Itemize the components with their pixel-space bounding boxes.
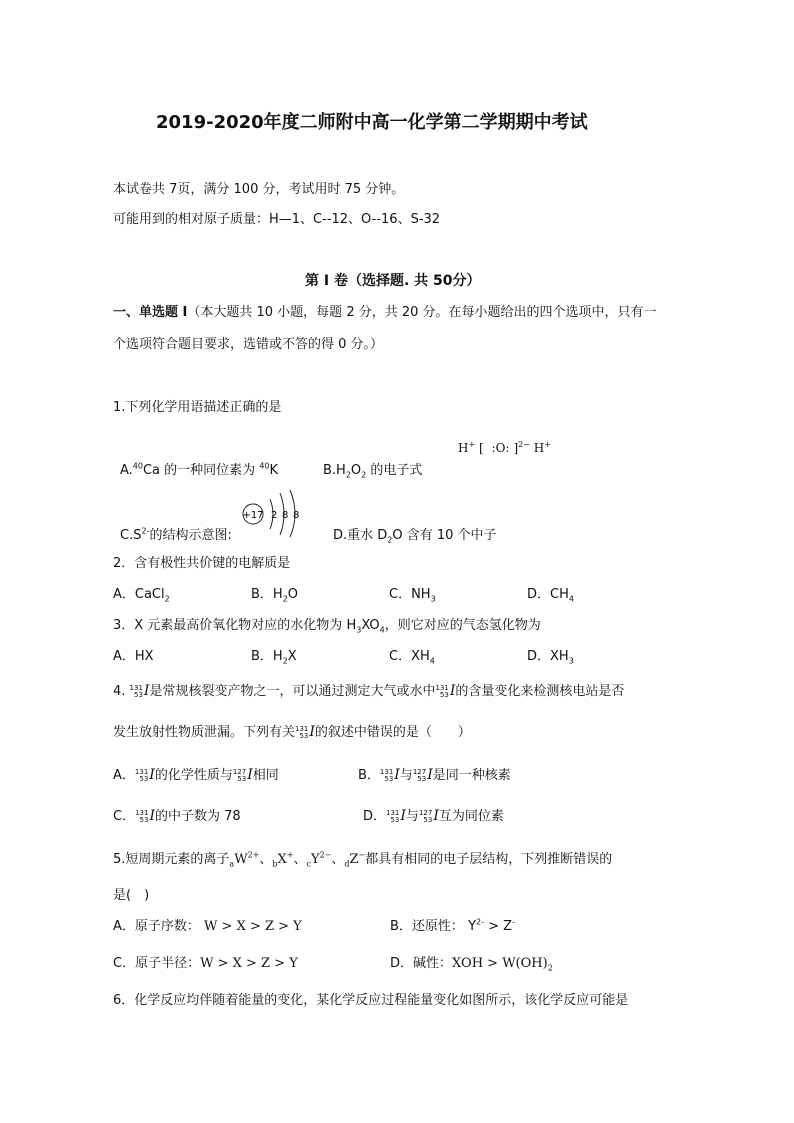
q1-a-sup2: 40 <box>259 461 270 471</box>
iso-symbol: I <box>143 683 150 699</box>
q5-c-label: C．原子半径： <box>113 956 201 971</box>
iso-symbol: I <box>433 808 439 824</box>
q2-b-end: O <box>287 587 299 602</box>
q4-a-end: 的化学性质与 <box>154 768 233 783</box>
q5-stem-line1 <box>113 848 612 869</box>
q4-d-mid: 与 <box>405 809 419 824</box>
atom-structure-diagram <box>240 487 306 537</box>
q5-b-y-charge: 2- <box>476 917 484 927</box>
iso-131 <box>386 810 399 824</box>
q5-option-c[interactable] <box>113 952 298 971</box>
q3-b-sub: 2 <box>282 656 288 666</box>
q5-d-label: D．碱性： <box>390 956 453 971</box>
q3-c-text: C．XH <box>389 649 430 664</box>
ion-x-symbol: X <box>277 852 287 867</box>
q3-b-text: B．H <box>251 649 283 664</box>
iso-z: 53 <box>417 774 427 783</box>
q2-option-b[interactable] <box>251 583 298 604</box>
formula-oxygen: :O: <box>491 441 510 455</box>
q3-stem-sub2: 4 <box>379 625 385 635</box>
ion-w-symbol: W <box>234 852 248 867</box>
q3-d-sub: 3 <box>568 656 574 666</box>
q2-c-sub: 3 <box>430 594 436 604</box>
part-instructions-line2: 个选项符合题目要求，选错或不答的得 0 分。） <box>113 337 384 352</box>
ion-z <box>344 852 365 867</box>
shell-count-2: 8 <box>282 510 289 521</box>
part-instructions-line1 <box>113 301 657 320</box>
iso-z: 53 <box>139 815 149 824</box>
q5-b-label: B．还原性： <box>390 919 464 934</box>
ion-y-z: c <box>306 859 311 869</box>
q5-option-d[interactable] <box>390 952 553 973</box>
q3-stem-a: 3．X 元素最高价氧化物对应的水化物为 H <box>113 618 357 633</box>
q2-a-text: A．CaCl <box>113 587 165 602</box>
iso-symbol: I <box>149 767 155 783</box>
q3-option-a[interactable] <box>113 645 154 664</box>
q1-b-sub: 2 <box>345 470 351 480</box>
q5-stem-line2: 是( ) <box>113 888 150 903</box>
q3-a-text: A．HX <box>113 649 154 664</box>
q2-option-d[interactable] <box>527 583 574 604</box>
ion-x <box>272 852 293 867</box>
iso-131 <box>380 769 393 783</box>
q5-stem-b: 都具有相同的电子层结构，下列推断错误的 <box>365 852 613 867</box>
q1-c-end: 的结构示意图: <box>149 528 232 543</box>
q5-a-expr: W > X > Z > Y <box>204 919 302 934</box>
iso-symbol: I <box>449 683 456 699</box>
q5-stem-a: 5.短周期元素的离子 <box>113 852 230 867</box>
q1-option-a[interactable] <box>120 459 278 478</box>
part-desc-1: （本大题共 10 小题，每题 2 分，共 20 分。在每小题给出的四个选项中，只有一 <box>187 305 657 320</box>
iso-symbol: I <box>427 767 433 783</box>
iso-z: 53 <box>299 731 309 740</box>
q4-stem-line2 <box>113 721 471 740</box>
section-heading: 第 I 卷（选择题. 共 50分） <box>305 273 481 289</box>
iso-mass: 131 <box>134 767 149 776</box>
q3-d-text: D．XH <box>527 649 569 664</box>
iso-mass: 131 <box>435 683 449 692</box>
q4-s1: 是常规核裂变产物之一，可以通过测定大气或水中 <box>149 684 436 699</box>
q2-stem: 2．含有极性共价键的电解质是 <box>113 556 291 571</box>
q5-a-label: A．原子序数： <box>113 919 200 934</box>
nucleus-charge: +17 <box>242 510 264 521</box>
sep: 、 <box>331 852 345 867</box>
part-title: 一、单选题 I <box>113 305 188 320</box>
q4-number: 4. <box>113 684 126 699</box>
q1-stem: 1.下列化学用语描述正确的是 <box>113 400 282 415</box>
ion-y-charge: 2− <box>319 850 332 860</box>
q5-b-z-charge: - <box>512 917 515 927</box>
q6-stem: 6．化学反应均伴随着能量的变化，某化学反应过程能量变化如图所示，该化学反应可能是 <box>113 993 629 1008</box>
q4-option-d[interactable] <box>363 805 504 824</box>
q5-d-sub: 2 <box>547 963 553 973</box>
q1-d-text: D.重水 D <box>333 528 388 543</box>
q3-option-b[interactable] <box>251 645 297 666</box>
q1-b-mid: O <box>350 463 362 478</box>
ion-w-z: a <box>229 859 235 869</box>
iso-127 <box>233 769 246 783</box>
iso-mass: 127 <box>232 767 247 776</box>
q1-d-sub: 2 <box>387 535 393 545</box>
q1-a-mid: Ca 的一种同位素为 <box>142 463 256 478</box>
q4-s4: 的叙述中错误的是（ ） <box>314 725 471 740</box>
formula-bracket-right: ] <box>513 441 519 455</box>
iso-symbol: I <box>394 767 400 783</box>
q4-b-end: 是同一种核素 <box>432 768 511 783</box>
iso-z: 53 <box>237 774 247 783</box>
iso-symbol: I <box>247 767 253 783</box>
q3-option-d[interactable] <box>527 645 574 666</box>
q4-c-end: 的中子数为 78 <box>154 809 241 824</box>
q3-b-end: X <box>287 649 297 664</box>
formula-bracket-left: [ <box>479 441 484 455</box>
q5-c-expr: W > X > Z > Y <box>200 956 298 971</box>
iso-z: 53 <box>139 774 149 783</box>
exam-info: 本试卷共 7页，满分 100 分，考试用时 75 分钟。 <box>113 182 405 197</box>
q2-b-sub: 2 <box>282 594 288 604</box>
q1-a-sup1: 40 <box>132 461 143 471</box>
shell-count-3: 8 <box>293 510 300 521</box>
formula-charge: 2− <box>518 440 530 449</box>
iso-mass: 131 <box>135 808 149 817</box>
q4-option-a[interactable] <box>113 764 279 783</box>
q5-d-expr: XOH > W(OH) <box>452 956 548 971</box>
iso-131-i <box>130 685 143 699</box>
iso-z: 53 <box>384 774 394 783</box>
q4-b-prefix: B． <box>358 768 380 783</box>
q2-option-c[interactable] <box>389 583 436 604</box>
ion-w-charge: 2+ <box>247 850 260 860</box>
q1-d-end: O 含有 10 个中子 <box>392 528 497 543</box>
q1-option-d[interactable] <box>333 524 497 545</box>
formula-h-left: H <box>458 441 469 455</box>
q2-b-text: B．H <box>251 587 283 602</box>
q2-d-sub: 4 <box>568 594 574 604</box>
q2-d-text: D．CH <box>527 587 569 602</box>
iso-symbol: I <box>309 724 315 740</box>
ion-y-symbol: Y <box>310 852 320 867</box>
q3-stem-b: XO <box>361 618 380 633</box>
ion-x-z: b <box>272 859 278 869</box>
iso-symbol: I <box>149 808 155 824</box>
q1-c-text: C.S <box>120 528 142 543</box>
q5-b-z: > Z <box>488 919 513 934</box>
sep: 、 <box>293 852 307 867</box>
q1-b-sub2: 2 <box>361 470 367 480</box>
ion-w <box>229 852 259 867</box>
q1-a-prefix: A. <box>120 463 133 478</box>
ion-z-z: d <box>344 859 350 869</box>
formula-h-right: H <box>533 441 545 455</box>
iso-127 <box>413 769 426 783</box>
q3-c-sub: 4 <box>429 656 435 666</box>
q1-b-end: 的电子式 <box>366 463 423 478</box>
q2-a-sub: 2 <box>164 594 170 604</box>
iso-131 <box>135 769 148 783</box>
ion-y <box>306 852 331 867</box>
iso-mass: 131 <box>386 808 400 817</box>
q3-stem-c: ，则它对应的气态氢化物为 <box>384 618 541 633</box>
atomic-mass-info: 可能用到的相对原子质量：H—1、C--12、O--16、S-32 <box>113 212 441 227</box>
q4-a-prefix: A． <box>113 768 135 783</box>
q1-option-b[interactable] <box>323 459 422 480</box>
iso-mass: 131 <box>379 767 394 776</box>
q2-option-a[interactable] <box>113 583 170 604</box>
q5-b-y: Y <box>468 919 477 934</box>
q4-stem-line1 <box>113 680 624 699</box>
iso-mass: 131 <box>129 683 143 692</box>
ion-z-symbol: Z <box>349 852 359 867</box>
iso-mass: 131 <box>295 724 309 733</box>
iso-symbol: I <box>400 808 406 824</box>
q3-stem <box>113 614 541 635</box>
q4-s3: 发生放射性物质泄漏。下列有关 <box>113 725 296 740</box>
q4-a-end2: 相同 <box>252 768 279 783</box>
iso-mass: 127 <box>412 767 427 776</box>
page-title: 2019-2020年度二师附中高一化学第二学期期中考试 <box>156 112 588 133</box>
q4-d-prefix: D． <box>363 809 387 824</box>
q1-c-sup: 2- <box>141 526 150 536</box>
iso-131-i-2 <box>435 685 448 699</box>
iso-127 <box>419 810 432 824</box>
iso-z: 53 <box>134 690 143 699</box>
ion-z-charge: − <box>358 850 366 860</box>
q1-option-c[interactable] <box>120 524 232 543</box>
q4-c-prefix: C． <box>113 809 136 824</box>
q4-option-b[interactable] <box>358 764 511 783</box>
q3-stem-sub1: 3 <box>356 625 362 635</box>
q4-option-c[interactable] <box>113 805 241 824</box>
q1-a-end: K <box>269 463 279 478</box>
iso-mass: 127 <box>418 808 433 817</box>
q1-electron-formula: H+ [ :O: ]$^{2-}$ H+ <box>458 440 551 455</box>
iso-131 <box>135 810 148 824</box>
q4-s2: 的含量变化来检测核电站是否 <box>455 684 625 699</box>
q5-option-b[interactable] <box>390 915 515 934</box>
q1-b-prefix: B.H <box>323 463 346 478</box>
q4-d-end: 互为同位素 <box>438 809 504 824</box>
sep: 、 <box>259 852 273 867</box>
q2-c-text: C．NH <box>389 587 431 602</box>
shell-count-1: 2 <box>271 510 278 521</box>
iso-z: 53 <box>439 690 449 699</box>
iso-131-i-3 <box>295 726 308 740</box>
q4-b-mid: 与 <box>399 768 413 783</box>
q5-option-a[interactable] <box>113 915 302 934</box>
q3-option-c[interactable] <box>389 645 435 666</box>
ion-x-charge: + <box>286 850 294 860</box>
iso-z: 53 <box>390 815 400 824</box>
iso-z: 53 <box>423 815 433 824</box>
formula-o-symbol: O <box>495 441 506 455</box>
